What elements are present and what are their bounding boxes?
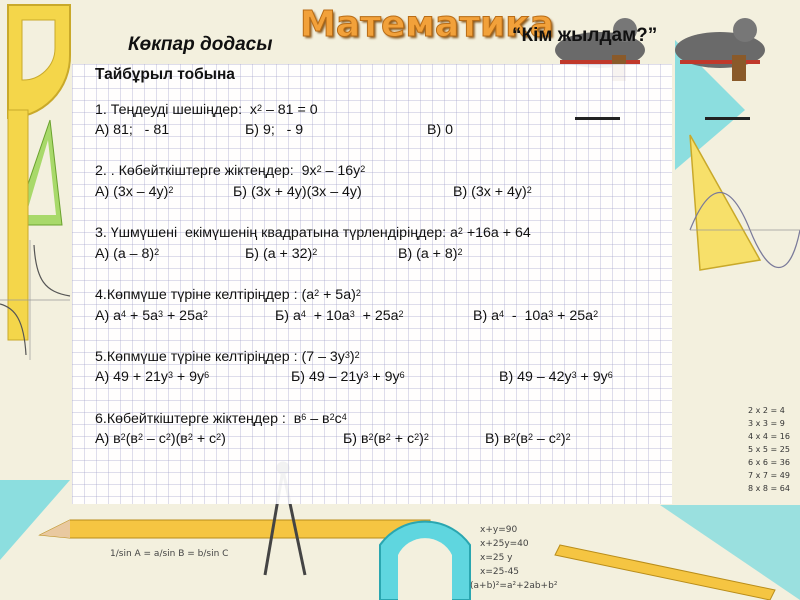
option-3-1: А) (a – 8)$^2$ <box>95 245 160 262</box>
svg-text:x+y=90: x+y=90 <box>480 525 518 535</box>
svg-text:5 x 5 = 25: 5 x 5 = 25 <box>748 445 790 454</box>
cyan-protractor-icon <box>380 522 470 600</box>
option-4-3: В) $a^4 - 10a^3 + 25a^2$ <box>473 307 599 324</box>
answer-options-5 <box>95 367 695 388</box>
option-6-2: Б) $в^2(в^2 + c^2)^2$ <box>343 431 429 448</box>
option-1-2: Б) 9; - 9 <box>245 122 304 139</box>
pencil-icon <box>40 520 430 538</box>
question-2: 2. . Көбейткіштерге жіктеңдер: $9x^2 - 16y^2$ <box>95 163 366 180</box>
svg-text:x+25y=40: x+25y=40 <box>480 539 529 549</box>
option-4-2: Б) $a^4 + 10a^3 + 25a^2$ <box>275 307 404 324</box>
option-3-2: Б) $(a + 32)^2$ <box>245 245 318 262</box>
game-name: Көкпар додасы <box>128 34 273 55</box>
svg-text:x=25-45: x=25-45 <box>480 567 520 577</box>
option-5-3: В) $49 - 42y^3 + 9y^6$ <box>499 369 613 386</box>
option-2-1: А) (3x – 4y)$^2$ <box>95 183 174 200</box>
svg-text:3 x 3 = 9: 3 x 3 = 9 <box>748 419 785 428</box>
question-3: 3. Үшмүшені екімүшенің квадратына түрлендіріңдер: $a^2 +16a + 64$ <box>95 225 531 242</box>
answer-blank-2 <box>705 117 750 120</box>
svg-text:7 x 7 = 49: 7 x 7 = 49 <box>748 471 790 480</box>
spacer <box>95 264 695 285</box>
competition-name: “Кім жылдам?” <box>512 25 658 46</box>
spacer <box>95 141 695 162</box>
ruler-icon <box>8 110 28 340</box>
svg-text:6 x 6 = 36: 6 x 6 = 36 <box>748 458 790 467</box>
option-1-3: В) 0 <box>427 122 454 139</box>
question-1: 1. Теңдеуді шешіңдер: $x^2 - 81 = 0$ <box>95 101 318 118</box>
option-4-1: А) $a^4 + 5a^3 + 25a^2$ <box>95 307 208 324</box>
answer-options-2 <box>95 182 695 203</box>
svg-text:2 x 2 = 4: 2 x 2 = 4 <box>748 406 785 415</box>
option-1-1: А) 81; - 81 <box>95 122 170 139</box>
question-list <box>95 100 695 450</box>
option-5-1: А) $49 + 21y^3 + 9y^6$ <box>95 369 210 386</box>
question-5: 5.Көпмүше түріне келтіріңдер : $(7 - 3y^3)^2$ <box>95 348 360 365</box>
spacer <box>95 388 695 409</box>
option-2-3: В) $(3x + 4y)^2$ <box>453 183 532 200</box>
times-table-icon <box>748 406 790 493</box>
option-3-3: В) $(a + 8)^2$ <box>398 245 463 262</box>
answer-options-6 <box>95 429 695 450</box>
svg-text:(a+b)²=a²+2ab+b²: (a+b)²=a²+2ab+b² <box>470 581 558 591</box>
spacer <box>95 203 695 224</box>
option-6-1: А) $в^2(в^2 - c^2)(в^2 + c^2)$ <box>95 431 226 448</box>
answer-options-4 <box>95 306 695 327</box>
svg-text:1/sin A = a/sin B = b/sin C: 1/sin A = a/sin B = b/sin C <box>110 549 229 559</box>
answer-options-3 <box>95 244 695 265</box>
group-title: Тайбұрыл тобына <box>95 66 235 83</box>
question-6: 6.Көбейткіштерге жіктеңдер : $в^6 - в^2c^4$ <box>95 410 347 427</box>
option-5-2: Б) $49 - 21y^3 + 9y^6$ <box>291 369 405 386</box>
question-4: 4.Көпмүше түріне келтіріңдер : $(a^2 + 5a)^2$ <box>95 286 361 303</box>
option-2-2: Б) (3x + 4y)(3x – 4y) <box>233 183 362 200</box>
page-title: Математика <box>300 4 554 45</box>
svg-text:8 x 8 = 64: 8 x 8 = 64 <box>748 484 790 493</box>
quiz-content <box>95 65 695 450</box>
svg-text:4 x 4 = 16: 4 x 4 = 16 <box>748 432 790 441</box>
spacer <box>95 326 695 347</box>
svg-text:x=25 y: x=25 y <box>480 553 513 563</box>
option-6-3: В) $в^2(в^2 - c^2)^2$ <box>485 431 571 448</box>
answer-options-1 <box>95 120 695 141</box>
